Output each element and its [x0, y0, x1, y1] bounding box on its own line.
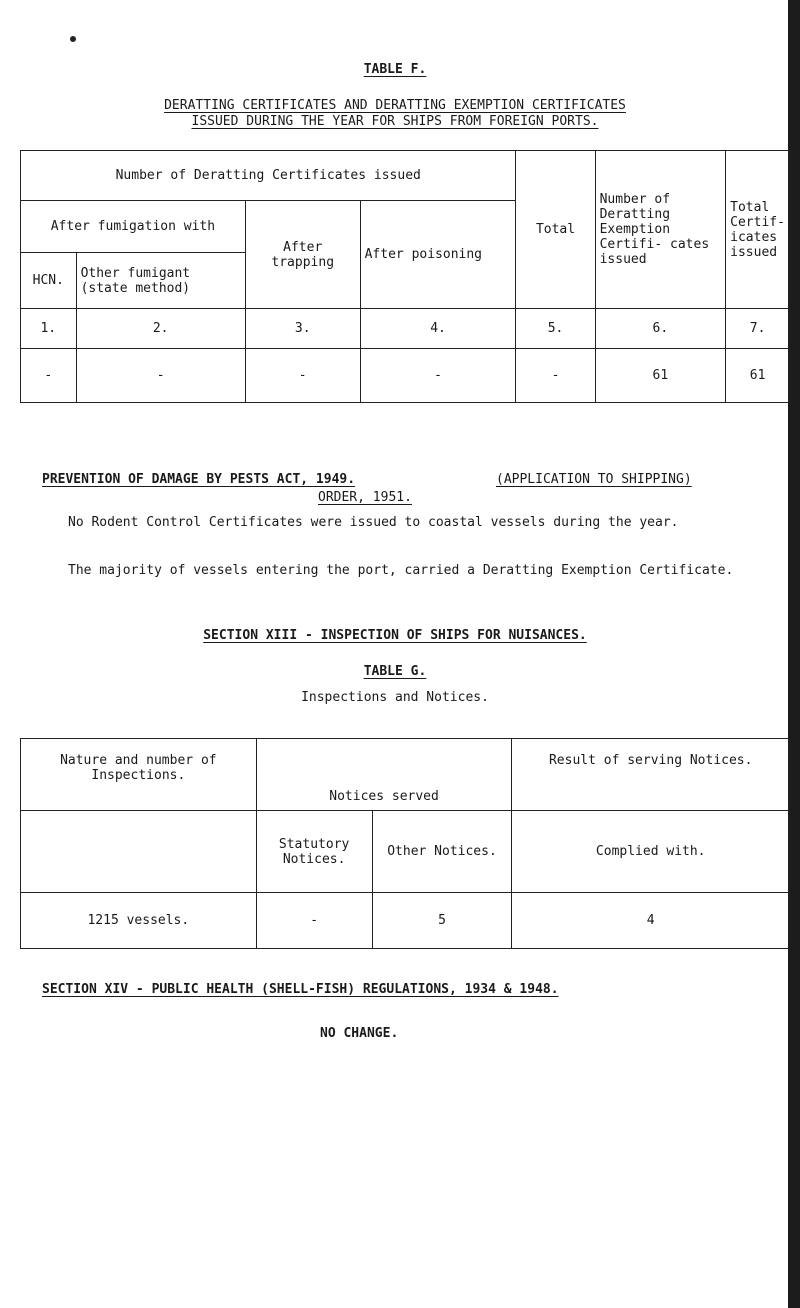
cell-value: -	[245, 349, 360, 403]
total-certs-header: Total Certif- icates issued	[726, 151, 790, 309]
section-xiv-note: NO CHANGE.	[320, 1026, 399, 1041]
col-number: 7.	[726, 309, 790, 349]
cell-value: 61	[595, 349, 726, 403]
after-poisoning-header: After poisoning	[360, 201, 516, 309]
empty-cell	[21, 811, 257, 893]
col-number: 5.	[516, 309, 595, 349]
nature-header: Nature and number of Inspections.	[21, 739, 257, 811]
exemption-header: Number of Deratting Exemption Certifi- cates issued	[595, 151, 726, 309]
prevention-para1: No Rodent Control Certificates were issued to coastal vessels during the year.	[68, 515, 679, 530]
table-f-title-line2: ISSUED DURING THE YEAR FOR SHIPS FROM FOREIGN PORTS.	[191, 114, 599, 129]
table-g-subtitle: Inspections and Notices.	[301, 690, 489, 705]
table-row	[21, 349, 790, 403]
col-number: 6.	[595, 309, 726, 349]
cell-value: -	[360, 349, 516, 403]
cell-value: 61	[726, 349, 790, 403]
other-notices-header: Other Notices.	[372, 811, 512, 893]
after-trapping-header: After trapping	[245, 201, 360, 309]
col-number: 4.	[360, 309, 516, 349]
fumigation-header: After fumigation with	[21, 201, 246, 253]
prevention-para2: The majority of vessels entering the port, carried a Deratting Exemption Certificate.	[68, 563, 734, 578]
other-notices-value: 5	[372, 893, 512, 949]
other-fumigant-header: Other fumigant (state method)	[76, 253, 245, 309]
hcn-header: HCN.	[21, 253, 77, 309]
section-xiii-heading: SECTION XIII - INSPECTION OF SHIPS FOR NUISANCES.	[203, 628, 587, 643]
group-header: Number of Deratting Certificates issued	[21, 151, 516, 201]
nature-value: 1215 vessels.	[21, 893, 257, 949]
table-f-caption: TABLE F.	[363, 62, 427, 77]
result-header: Result of serving Notices.	[512, 739, 790, 811]
bullet-mark	[70, 36, 76, 42]
cell-value: -	[516, 349, 595, 403]
cell-value: -	[21, 349, 77, 403]
statutory-value: -	[256, 893, 372, 949]
table-g	[20, 738, 790, 949]
notices-served-header: Notices served	[256, 739, 512, 811]
col-number: 2.	[76, 309, 245, 349]
total-header: Total	[516, 151, 595, 309]
column-number-row	[21, 309, 790, 349]
col-number: 1.	[21, 309, 77, 349]
prevention-heading-part2: (APPLICATION TO SHIPPING)	[496, 472, 692, 487]
cell-value: -	[76, 349, 245, 403]
prevention-heading-line2: ORDER, 1951.	[318, 490, 412, 505]
complied-value: 4	[512, 893, 790, 949]
statutory-header: Statutory Notices.	[256, 811, 372, 893]
table-f	[20, 150, 790, 403]
col-number: 3.	[245, 309, 360, 349]
prevention-heading-part1: PREVENTION OF DAMAGE BY PESTS ACT, 1949.	[42, 472, 356, 487]
table-f-title-line1: DERATTING CERTIFICATES AND DERATTING EXEMPTION CERTIFICATES	[164, 98, 626, 113]
complied-header: Complied with.	[512, 811, 790, 893]
section-xiv-heading: SECTION XIV - PUBLIC HEALTH (SHELL-FISH) REGULATIONS, 1934 & 1948.	[42, 982, 559, 997]
table-g-caption: TABLE G.	[363, 664, 427, 679]
table-row	[21, 893, 790, 949]
